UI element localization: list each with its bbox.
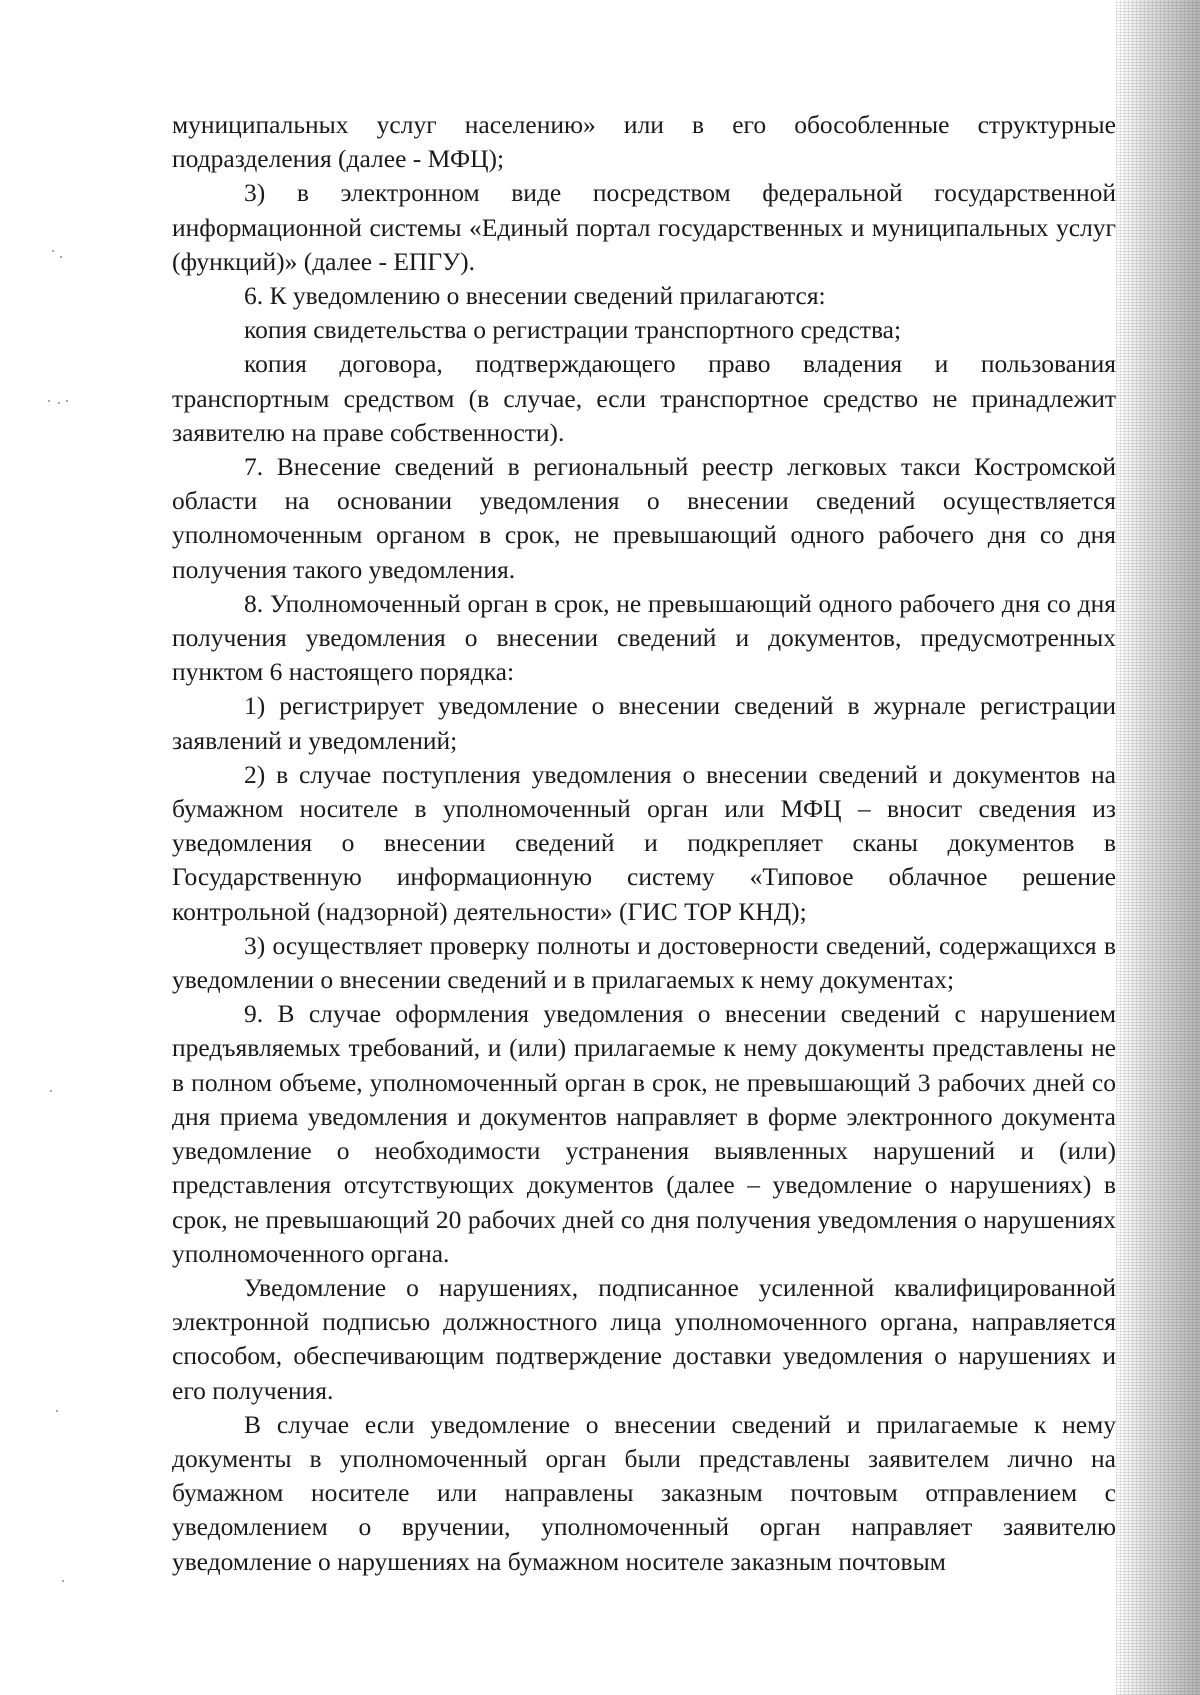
paragraph-1: муниципальных услуг населению» или в его обособленные структурные подразделения (далее - МФЦ); <box>172 110 1116 174</box>
paragraph-9: 2) в случае поступления уведомления о внесении сведений и документов на бумажном носителе в уполномоченный орган или МФЦ – вносит сведения из уведомления о внесении сведений и подкрепляет сканы документов в Государственную информационную систему «Типовое облачное решение контрольной (надзорной) деятельности» (ГИС ТОР КНД); <box>172 759 1116 926</box>
paragraph-4: копия свидетельства о регистрации транспортного средства; <box>244 315 902 345</box>
paragraph-5: копия договора, подтверждающего право владения и пользования транспортным средством (в случае, если транспортное средство не принадлежит заявителю на праве собственности). <box>172 349 1116 447</box>
scan-specks <box>40 250 80 1650</box>
paragraph-11: 9. В случае оформления уведомления о внесении сведений с нарушением предъявляемых требований, и (или) прилагаемые к нему документы представлены не в полном объеме, уполномоченный орган в срок, не превышающий 3 рабочих дней со дня приема уведомления и документов направляет в форме электронного документа уведомление о необходимости устранения выявленных нарушений и (или) представления отсутствующих документов (далее – уведомление о нарушениях) в срок, не превышающий 20 рабочих дней со дня получения уведомления о нарушениях уполномоченного органа. <box>172 999 1116 1268</box>
paragraph-6: 7. Внесение сведений в региональный реестр легковых такси Костромской области на основании уведомления о внесении сведений осуществляется уполномоченным органом в срок, не превышающий одного рабочего дня со дня получения такого уведомления. <box>172 452 1116 584</box>
paragraph-3: 6. К уведомлению о внесении сведений прилагаются: <box>244 281 826 311</box>
paragraph-13: В случае если уведомление о внесении сведений и прилагаемые к нему документы в уполномоченный орган были представлены заявителем лично на бумажном носителе или направлены заказным почтовым отправлением с уведомлением о вручении, уполномоченный орган направляет заявителю уведомление о нарушениях на бумажном носителе заказным почтовым <box>172 1409 1116 1576</box>
paragraph-7: 8. Уполномоченный орган в срок, не превышающий одного рабочего дня со дня получения уведомления о внесении сведений и документов, предусмотренных пунктом 6 настоящего порядка: <box>172 588 1116 687</box>
paragraph-10: 3) осуществляет проверку полноты и достоверности сведений, содержащихся в уведомлении о внесении сведений и в прилагаемых к нему документах; <box>172 930 1116 995</box>
scan-edge-noise <box>1116 0 1200 1695</box>
document-body <box>172 108 1116 1579</box>
paragraph-2: 3) в электронном виде посредством федеральной государственной информационной системы «Единый портал государственных и муниципальных услуг (функций)» (далее - ЕПГУ). <box>172 178 1116 276</box>
paragraph-12: Уведомление о нарушениях, подписанное усиленной квалифицированной электронной подписью должностного лица уполномоченного органа, направляется способом, обеспечивающим подтверждение доставки уведомления о нарушениях и его получения. <box>172 1272 1116 1405</box>
paragraph-8: 1) регистрирует уведомление о внесении сведений в журнале регистрации заявлений и уведомлений; <box>172 691 1116 755</box>
